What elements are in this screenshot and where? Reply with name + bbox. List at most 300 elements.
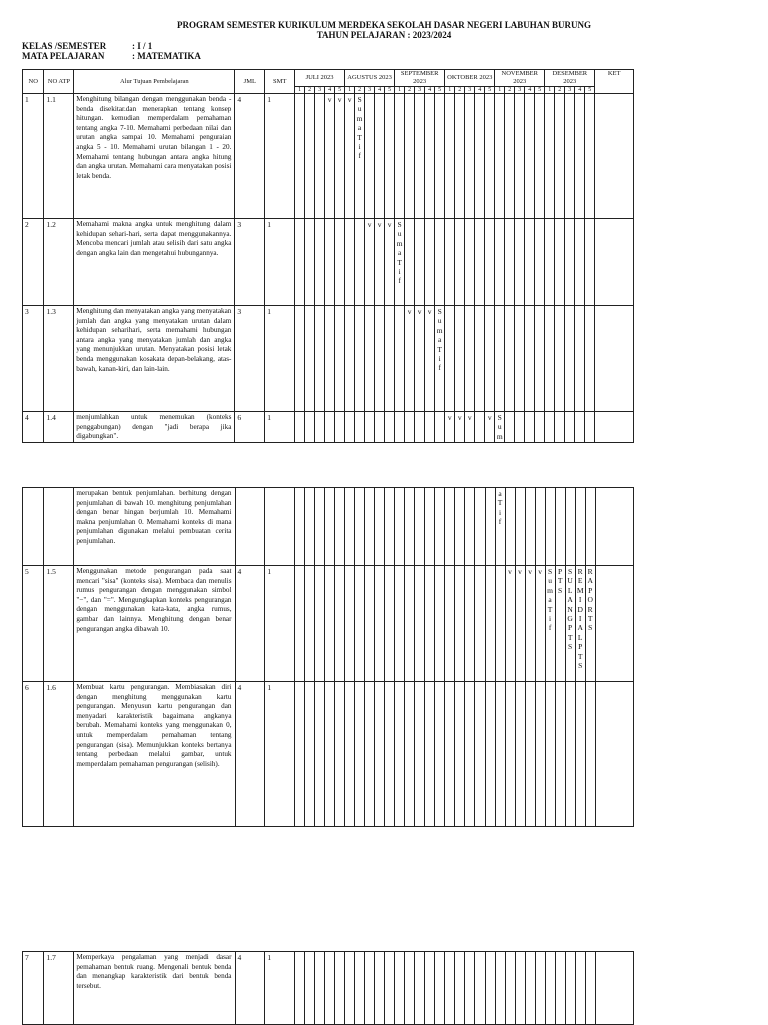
- week-number: 5: [435, 87, 445, 94]
- week-cell: [565, 219, 575, 306]
- col-jml-header: JML: [235, 70, 265, 94]
- cell-ket: [595, 219, 634, 306]
- week-cell: [495, 306, 505, 412]
- schedule-note: S U L A N G P T S: [567, 567, 573, 652]
- week-cell: [455, 219, 465, 306]
- week-cell: [365, 488, 375, 566]
- week-cell: [415, 219, 425, 306]
- check-mark: v: [347, 95, 352, 104]
- week-cell: [375, 488, 385, 566]
- week-cell: [455, 306, 465, 412]
- cell-atp: 1.4: [44, 412, 74, 443]
- table-row: [23, 682, 634, 827]
- cell-ket: [595, 306, 634, 412]
- week-cell: [465, 682, 475, 827]
- week-cell: [355, 412, 365, 443]
- kelas-value: : I / 1: [132, 41, 153, 51]
- schedule-note: S u m a T i f: [356, 95, 363, 161]
- week-cell: [325, 682, 335, 827]
- week-cell: [405, 412, 415, 443]
- week-cell: [505, 306, 515, 412]
- col-no-header: NO: [23, 70, 44, 94]
- week-cell: [415, 566, 425, 682]
- check-mark: v: [367, 220, 372, 229]
- week-cell: [555, 219, 565, 306]
- week-number: 5: [335, 87, 345, 94]
- week-cell: [425, 566, 435, 682]
- table-row: [23, 952, 634, 1025]
- week-cell: [425, 219, 435, 306]
- week-cell: [505, 488, 515, 566]
- week-cell: [415, 412, 425, 443]
- week-cell: [495, 566, 505, 682]
- week-cell: [295, 219, 305, 306]
- week-cell: [435, 682, 445, 827]
- week-cell: [465, 94, 475, 219]
- col-atp-header: NO ATP: [44, 70, 74, 94]
- week-cell: [485, 306, 495, 412]
- week-cell: [295, 412, 305, 443]
- week-cell: [365, 682, 375, 827]
- week-number: 2: [405, 87, 415, 94]
- week-cell: [395, 94, 405, 219]
- week-cell: [315, 566, 325, 682]
- week-cell: [475, 566, 485, 682]
- week-cell: [355, 566, 365, 682]
- week-number: 4: [425, 87, 435, 94]
- week-cell: [475, 412, 485, 443]
- schedule-note: P T S: [557, 567, 563, 595]
- week-cell: [525, 306, 535, 412]
- week-cell: [295, 566, 305, 682]
- week-cell: [475, 488, 485, 566]
- week-number: 1: [545, 87, 555, 94]
- week-cell: [415, 682, 425, 827]
- week-number: 4: [475, 87, 485, 94]
- week-cell: [525, 952, 535, 1025]
- week-cell: [395, 488, 405, 566]
- schedule-note: a T i f: [497, 489, 503, 527]
- check-mark: v: [327, 95, 332, 104]
- check-mark: v: [427, 307, 432, 316]
- check-mark: v: [417, 307, 422, 316]
- week-cell: [485, 412, 495, 443]
- week-cell: [335, 566, 345, 682]
- week-cell: [475, 219, 485, 306]
- week-cell: [325, 94, 335, 219]
- cell-atp: 1.5: [44, 566, 74, 682]
- week-number: 2: [555, 87, 565, 94]
- week-cell: [445, 682, 455, 827]
- table-row: [23, 219, 634, 306]
- week-cell: [535, 952, 545, 1025]
- cell-no: 3: [23, 306, 44, 412]
- week-cell: [505, 566, 515, 682]
- week-number: 2: [505, 87, 515, 94]
- cell-ket: [595, 566, 633, 682]
- week-cell: [575, 488, 585, 566]
- week-cell: [295, 94, 305, 219]
- week-cell: [335, 952, 345, 1025]
- cell-smt: [265, 488, 295, 566]
- week-cell: [455, 682, 465, 827]
- week-cell: [435, 412, 445, 443]
- mapel-line: [22, 51, 201, 61]
- check-mark: v: [387, 220, 392, 229]
- week-number: 5: [485, 87, 495, 94]
- week-cell: [445, 566, 455, 682]
- week-cell: [425, 94, 435, 219]
- week-cell: [425, 488, 435, 566]
- week-cell: [555, 566, 565, 682]
- cell-no: 2: [23, 219, 44, 306]
- week-cell: [395, 682, 405, 827]
- week-cell: [575, 952, 585, 1025]
- week-cell: [355, 306, 365, 412]
- week-cell: [585, 219, 595, 306]
- program-table: [22, 951, 634, 1025]
- week-number: 5: [385, 87, 395, 94]
- week-cell: [565, 566, 575, 682]
- check-mark: v: [467, 413, 472, 422]
- week-cell: [495, 682, 505, 827]
- week-cell: [325, 306, 335, 412]
- week-cell: [535, 219, 545, 306]
- mapel-value: : MATEMATIKA: [132, 51, 201, 61]
- week-cell: [495, 952, 505, 1025]
- week-cell: [565, 952, 575, 1025]
- week-cell: [525, 488, 535, 566]
- week-cell: [535, 488, 545, 566]
- week-cell: [435, 219, 445, 306]
- check-mark: v: [487, 413, 492, 422]
- week-number: 1: [395, 87, 405, 94]
- cell-atp-text: Menggunakan metode pengurangan pada saat mencari "sisa" (konteks sisa). Membaca dan menulis rumus pengurangan dengan menggunakan simbol "−", dan "=". Mengungkapkan konteks pengurangan dengan menggunakan kata-kata, angka rumus, gambar dan lainnya. Menghitung dengan benar pengurangan angka dibawah 10.: [74, 566, 235, 682]
- week-cell: [445, 412, 455, 443]
- week-cell: [315, 412, 325, 443]
- table-row: [23, 412, 634, 443]
- week-cell: [305, 682, 315, 827]
- week-cell: [335, 219, 345, 306]
- week-cell: [495, 488, 505, 566]
- week-number: 3: [315, 87, 325, 94]
- program-table: [22, 487, 634, 827]
- week-cell: [345, 488, 355, 566]
- week-cell: [585, 412, 595, 443]
- week-number: 4: [575, 87, 585, 94]
- check-mark: v: [337, 95, 342, 104]
- week-cell: [455, 488, 465, 566]
- week-cell: [415, 306, 425, 412]
- week-cell: [455, 412, 465, 443]
- week-cell: [515, 306, 525, 412]
- week-cell: [345, 412, 355, 443]
- month-header: AGUSTUS 2023: [345, 70, 395, 87]
- week-number: 2: [305, 87, 315, 94]
- check-mark: v: [377, 220, 382, 229]
- cell-atp-text: Memperkaya pengalaman yang menjadi dasar pemahaman bentuk ruang. Mengenali bentuk benda dan menangkap karakteristik dari bentuk benda tersebut.: [74, 952, 235, 1025]
- week-cell: [365, 94, 375, 219]
- week-cell: [445, 219, 455, 306]
- week-cell: [335, 682, 345, 827]
- week-number: 2: [455, 87, 465, 94]
- month-header: DESEMBER 2023: [545, 70, 595, 87]
- week-cell: [555, 488, 565, 566]
- week-cell: [545, 566, 555, 682]
- week-cell: [535, 94, 545, 219]
- week-cell: [445, 952, 455, 1025]
- week-cell: [305, 94, 315, 219]
- cell-jml: 6: [235, 412, 265, 443]
- week-cell: [485, 682, 495, 827]
- week-cell: [395, 952, 405, 1025]
- week-cell: [315, 488, 325, 566]
- page-subtitle: TAHUN PELAJARAN : 2023/2024: [316, 30, 452, 40]
- week-cell: [405, 306, 415, 412]
- cell-atp: 1.7: [44, 952, 74, 1025]
- week-cell: [305, 219, 315, 306]
- mapel-label: MATA PELAJARAN: [22, 51, 105, 61]
- week-cell: [315, 682, 325, 827]
- week-cell: [465, 566, 475, 682]
- week-number: 3: [465, 87, 475, 94]
- schedule-note: S u m a T i f: [547, 567, 554, 633]
- week-cell: [515, 219, 525, 306]
- schedule-note: R A P O R T S: [587, 567, 593, 633]
- check-mark: v: [528, 567, 532, 576]
- week-cell: [525, 219, 535, 306]
- week-cell: [375, 306, 385, 412]
- check-mark: v: [457, 413, 462, 422]
- week-cell: [435, 488, 445, 566]
- week-cell: [335, 488, 345, 566]
- cell-no: [23, 488, 44, 566]
- week-cell: [515, 94, 525, 219]
- week-cell: [385, 219, 395, 306]
- week-cell: [575, 306, 585, 412]
- week-cell: [585, 94, 595, 219]
- week-cell: [395, 566, 405, 682]
- week-cell: [305, 412, 315, 443]
- week-cell: [425, 412, 435, 443]
- week-cell: [575, 682, 585, 827]
- week-cell: [515, 952, 525, 1025]
- week-cell: [545, 488, 555, 566]
- week-cell: [405, 94, 415, 219]
- cell-ket: [595, 952, 633, 1025]
- table-row: [23, 306, 634, 412]
- week-cell: [405, 952, 415, 1025]
- week-cell: [485, 488, 495, 566]
- week-cell: [385, 682, 395, 827]
- cell-smt: 1: [265, 94, 295, 219]
- week-number: 3: [565, 87, 575, 94]
- week-number: 2: [355, 87, 365, 94]
- week-cell: [395, 306, 405, 412]
- check-mark: v: [508, 567, 512, 576]
- week-cell: [305, 488, 315, 566]
- week-number: 4: [325, 87, 335, 94]
- cell-atp-text: Menghitung bilangan dengan menggunakan benda - benda disekitar.dan menerapkan tentang konsep hitungan. kemudian memperdalam pemahaman tentang angka 7-10. Memahami perbedaan nilai dan urutan angka sampai 10. Memahami penguraian angka 5 - 10. Memahami urutan bilangan 1 - 20. Memahami tentang hubungan antara angka hitung dan angka urutan. Memahami cara menyatakan posisi letak benda.: [74, 94, 235, 219]
- check-mark: v: [538, 567, 542, 576]
- week-number: 4: [525, 87, 535, 94]
- cell-jml: 3: [235, 306, 265, 412]
- cell-jml: [235, 488, 265, 566]
- table-row: [23, 94, 634, 219]
- week-cell: [305, 306, 315, 412]
- cell-atp: 1.6: [44, 682, 74, 827]
- cell-atp: 1.3: [44, 306, 74, 412]
- week-cell: [575, 566, 585, 682]
- cell-ket: [595, 94, 634, 219]
- week-cell: [585, 306, 595, 412]
- week-cell: [535, 682, 545, 827]
- week-cell: [515, 682, 525, 827]
- week-cell: [565, 682, 575, 827]
- week-cell: [435, 952, 445, 1025]
- week-cell: [345, 682, 355, 827]
- week-cell: [385, 412, 395, 443]
- week-cell: [405, 488, 415, 566]
- week-cell: [475, 682, 485, 827]
- cell-no: 6: [23, 682, 44, 827]
- week-cell: [385, 566, 395, 682]
- week-cell: [375, 219, 385, 306]
- week-cell: [465, 219, 475, 306]
- check-mark: v: [407, 307, 412, 316]
- cell-no: 5: [23, 566, 44, 682]
- week-number: 3: [415, 87, 425, 94]
- month-header: OKTOBER 2023: [445, 70, 495, 87]
- week-cell: [365, 412, 375, 443]
- week-cell: [455, 566, 465, 682]
- week-cell: [405, 219, 415, 306]
- week-cell: [325, 219, 335, 306]
- week-cell: [385, 952, 395, 1025]
- cell-jml: 4: [235, 952, 265, 1025]
- week-cell: [305, 566, 315, 682]
- week-cell: [315, 952, 325, 1025]
- week-cell: [355, 952, 365, 1025]
- week-cell: [485, 94, 495, 219]
- cell-atp-text: Menghitung dan menyatakan angka yang menyatakan jumlah dan angka yang menyatakan urutan dalam kehidupan seharihari, serta memahami hubungan antara angka yang menyatakan jumlah dan angka yang menunjukkan urutan. Menyatakan posisi letak benda menggunakan kosakata depan-belakang, atas-bawah, kanan-kiri, dan lain-lain.: [74, 306, 235, 412]
- week-number: 1: [295, 87, 305, 94]
- week-cell: [485, 219, 495, 306]
- week-cell: [425, 306, 435, 412]
- week-cell: [315, 306, 325, 412]
- week-number: 5: [585, 87, 595, 94]
- week-cell: [375, 682, 385, 827]
- week-cell: [365, 952, 375, 1025]
- schedule-note: R E M I D I A L P T S: [576, 567, 584, 671]
- cell-ket: [595, 682, 633, 827]
- week-number: 5: [535, 87, 545, 94]
- week-cell: [335, 412, 345, 443]
- week-cell: [375, 94, 385, 219]
- schedule-note: S u m: [496, 413, 503, 441]
- week-cell: [365, 566, 375, 682]
- cell-smt: 1: [265, 306, 295, 412]
- week-cell: [535, 412, 545, 443]
- week-cell: [545, 306, 555, 412]
- week-cell: [395, 412, 405, 443]
- week-cell: [415, 952, 425, 1025]
- week-cell: [575, 94, 585, 219]
- week-cell: [545, 219, 555, 306]
- week-cell: [375, 952, 385, 1025]
- table-row: [23, 488, 634, 566]
- week-cell: [325, 488, 335, 566]
- cell-smt: 1: [265, 952, 295, 1025]
- week-cell: [555, 306, 565, 412]
- week-cell: [445, 306, 455, 412]
- week-cell: [555, 412, 565, 443]
- kelas-line: [22, 41, 152, 51]
- week-cell: [445, 94, 455, 219]
- cell-jml: 4: [235, 682, 265, 827]
- week-cell: [425, 952, 435, 1025]
- week-cell: [585, 566, 595, 682]
- week-cell: [565, 488, 575, 566]
- week-cell: [515, 412, 525, 443]
- week-cell: [415, 94, 425, 219]
- week-cell: [555, 682, 565, 827]
- week-cell: [325, 952, 335, 1025]
- week-cell: [445, 488, 455, 566]
- week-cell: [385, 94, 395, 219]
- week-cell: [585, 952, 595, 1025]
- week-cell: [295, 488, 305, 566]
- week-cell: [525, 682, 535, 827]
- cell-atp: 1.1: [44, 94, 74, 219]
- week-cell: [345, 306, 355, 412]
- week-number: 3: [365, 87, 375, 94]
- week-cell: [345, 94, 355, 219]
- cell-smt: 1: [265, 566, 295, 682]
- week-cell: [565, 412, 575, 443]
- cell-no: 1: [23, 94, 44, 219]
- week-cell: [505, 219, 515, 306]
- week-number: 1: [445, 87, 455, 94]
- week-cell: [475, 306, 485, 412]
- cell-atp-text: Membuat kartu pengurangan. Membiasakan diri dengan menghitung menggunakan kartu pengurangan. Menyusun kartu pengurangan dan menyadari karakteristik bagaimana angkanya berubah. Memahami konteks yang menggunakan 0, untuk memperdalam pemahaman tentang pengurangan (sisa). Memunjukkan konteks bertanya tentang perbedaan melalui gambar, untuk memperdalam pemahaman pengurangan (selisih).: [74, 682, 235, 827]
- week-cell: [495, 219, 505, 306]
- col-alur-header: Alur Tujuan Pembelajaran: [74, 70, 235, 94]
- week-cell: [585, 488, 595, 566]
- week-cell: [435, 306, 445, 412]
- week-cell: [335, 94, 345, 219]
- cell-atp: [44, 488, 74, 566]
- week-cell: [325, 412, 335, 443]
- week-cell: [425, 682, 435, 827]
- week-cell: [355, 219, 365, 306]
- week-cell: [395, 219, 405, 306]
- week-cell: [535, 306, 545, 412]
- cell-ket: [595, 412, 634, 443]
- cell-atp-text: menjumlahkan untuk menemukan (konteks penggabungan) dengan "jadi berapa jika digabungkan".: [74, 412, 235, 443]
- week-cell: [515, 566, 525, 682]
- week-cell: [295, 952, 305, 1025]
- week-cell: [465, 306, 475, 412]
- week-cell: [305, 952, 315, 1025]
- week-number: 4: [375, 87, 385, 94]
- week-cell: [375, 412, 385, 443]
- week-cell: [405, 566, 415, 682]
- week-cell: [545, 94, 555, 219]
- week-cell: [415, 488, 425, 566]
- week-cell: [575, 412, 585, 443]
- week-cell: [385, 306, 395, 412]
